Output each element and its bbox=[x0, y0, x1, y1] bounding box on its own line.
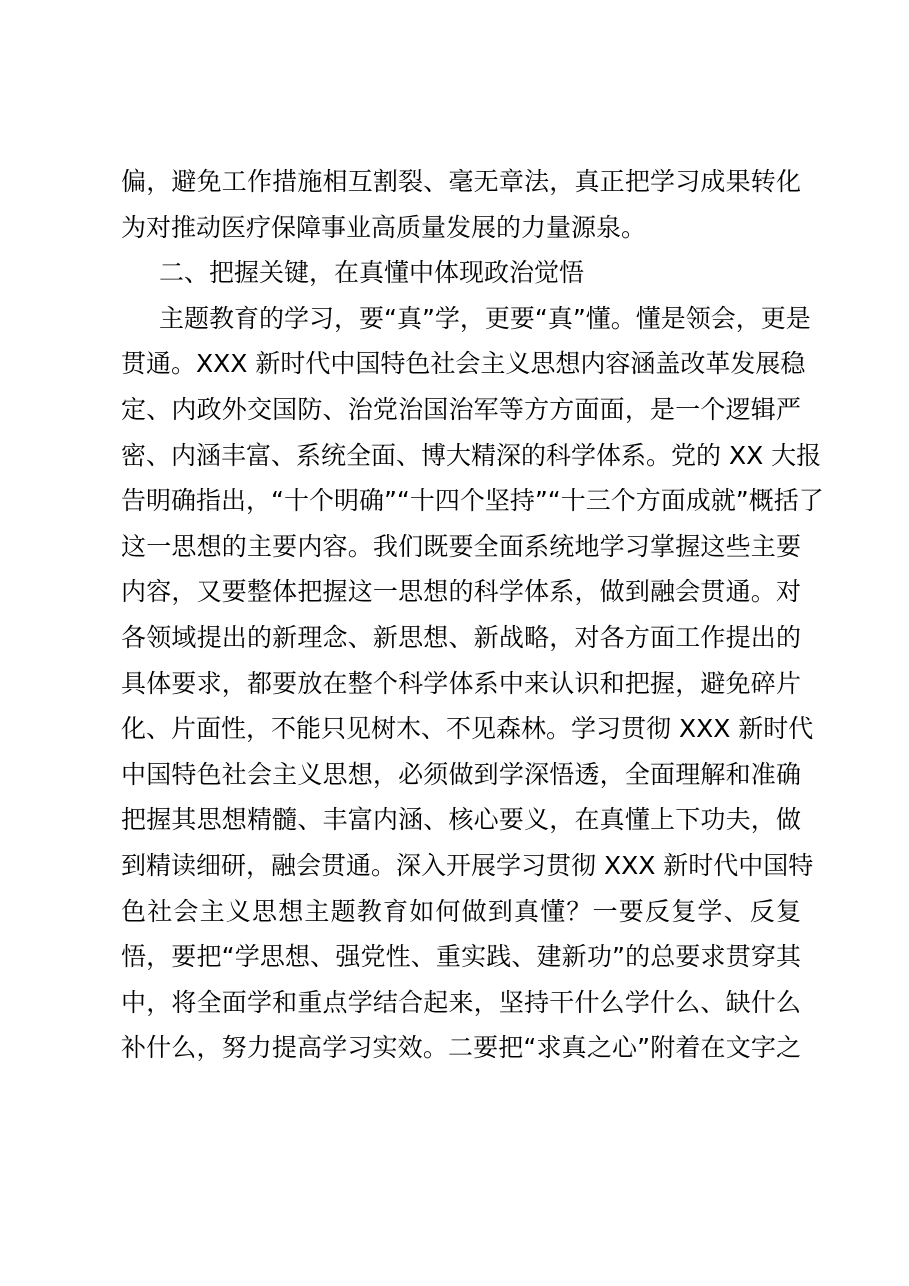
text-line: 色社会主义思想主题教育如何做到真懂？一要反复学、反复 bbox=[121, 896, 801, 926]
text-line: 主题教育的学习，要“真”学，更要“真”懂。懂是领会，更是 bbox=[159, 303, 811, 333]
section-heading: 二、把握关键，在真懂中体现政治觉悟 bbox=[159, 258, 585, 288]
text-line: 各领域提出的新理念、新思想、新战略，对各方面工作提出的 bbox=[121, 622, 801, 652]
text-line: 内容，又要整体把握这一思想的科学体系，做到融会贯通。对 bbox=[121, 577, 801, 607]
document-body bbox=[121, 159, 824, 1071]
text-line: 偏，避免工作措施相互割裂、毫无章法，真正把学习成果转化 bbox=[121, 167, 801, 196]
text-line: 贯通。XXX 新时代中国特色社会主义思想内容涵盖改革发展稳 bbox=[121, 349, 806, 379]
text-line: 悟，要把“学思想、强党性、重实践、建新功”的总要求贯穿其 bbox=[121, 942, 801, 972]
text-line: 把握其思想精髓、丰富内涵、核心要义，在真懂上下功夫，做 bbox=[121, 805, 801, 835]
text-line: 告明确指出，“十个明确”“十四个坚持”“十三个方面成就”概括了 bbox=[121, 486, 824, 516]
text-line: 具体要求，都要放在整个科学体系中来认识和把握，避免碎片 bbox=[121, 668, 801, 698]
text-line: 到精读细研，融会贯通。深入开展学习贯彻 XXX 新时代中国特 bbox=[121, 850, 814, 880]
text-line: 化、片面性，不能只见树木、不见森林。学习贯彻 XXX 新时代 bbox=[121, 714, 814, 744]
text-line: 密、内涵丰富、系统全面、博大精深的科学体系。党的 XX 大报 bbox=[121, 440, 822, 470]
text-line: 补什么，努力提高学习实效。二要把“求真之心”附着在文字之 bbox=[121, 1033, 801, 1063]
text-line: 为对推动医疗保障事业高质量发展的力量源泉。 bbox=[121, 212, 647, 242]
text-line: 这一思想的主要内容。我们既要全面系统地学习掌握这些主要 bbox=[121, 531, 801, 561]
text-line: 中，将全面学和重点学结合起来，坚持干什么学什么、缺什么 bbox=[121, 987, 801, 1017]
text-line: 定、内政外交国防、治党治国治军等方方面面，是一个逻辑严 bbox=[121, 394, 801, 424]
text-line: 中国特色社会主义思想，必须做到学深悟透，全面理解和准确 bbox=[121, 759, 801, 789]
